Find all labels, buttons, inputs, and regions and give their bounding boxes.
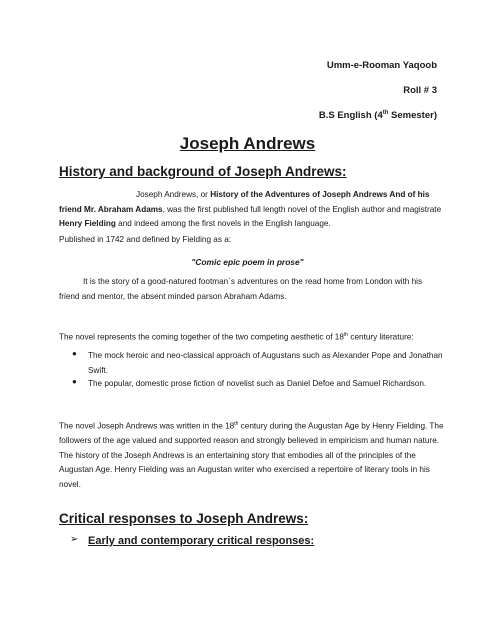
bullet-item-1: The mock heroic and neo-classical approach of Augustans such as Alexander Pope and Jonathan Swift. (88, 351, 443, 375)
author-name: Umm-e-Rooman Yaqoob (326, 60, 437, 71)
section-heading-critical: Critical responses to Joseph Andrews: (59, 511, 309, 526)
published-line: Published in 1742 and defined by Fielding as a: (59, 235, 232, 244)
bullet-dot: ● (72, 349, 77, 358)
augustan-paragraph: The novel Joseph Andrews was written in the 18th century during the Augustan Age by Henry Fielding. The followers of the age valued and supported reason and strongly believed in empiricism and human nature. The history of the Joseph Andrews is an entertaining story that embodies all of the principles of the Augustan Age. Henry Fielding was an Augustan writer who exercised a repertoire of literary tools in his novel. (59, 421, 444, 489)
intro-paragraph: Joseph Andrews, or History of the Adventures of Joseph Andrews And of his friend Mr. Abraham Adams, was the first published full length novel of the English author and magistrate Henry Fielding and indeed among the first novels in the English language. (59, 190, 442, 228)
bullet-item-2: The popular, domestic prose fiction of novelist such as Daniel Defoe and Samuel Richardson. (88, 379, 427, 388)
subheading-early-responses: Early and contemporary critical responses: (88, 535, 315, 547)
bullet-dot: ● (72, 377, 77, 386)
course-semester: B.S English (4th Semester) (318, 110, 437, 122)
document-title: Joseph Andrews (179, 134, 316, 153)
quote-comic-epic: "Comic epic poem in prose" (191, 257, 304, 267)
section-heading-history: History and background of Joseph Andrews: (59, 164, 347, 179)
novel-represents-line: The novel represents the coming together of the two competing aesthetic of 18th century literature: (59, 332, 414, 342)
story-paragraph: It is the story of a good-natured footman`s adventures on the read home from London with his friend and mentor, the absent minded parson Abraham Adams. (59, 277, 423, 301)
roll-number: Roll # 3 (403, 85, 437, 96)
arrow-bullet-icon: ➢ (70, 534, 79, 545)
